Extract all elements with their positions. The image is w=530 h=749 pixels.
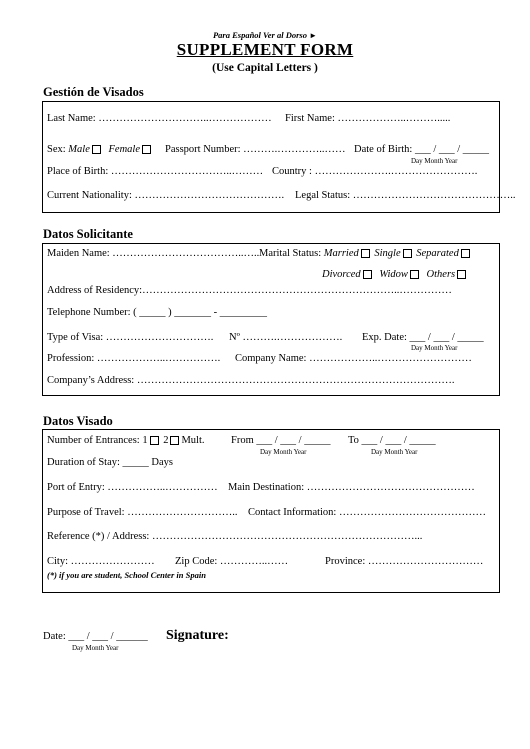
signature-label: Signature:: [166, 628, 229, 643]
divorced-label: Divorced: [322, 269, 361, 280]
type-of-visa-field[interactable]: Type of Visa: ………………………….: [47, 332, 214, 343]
male-checkbox[interactable]: [92, 145, 101, 154]
from-date-field[interactable]: From ___ / ___ / _____: [231, 435, 331, 446]
from-date-sublabels: Day Month Year: [260, 448, 307, 456]
maiden-name-field[interactable]: Maiden Name: ………………………………..…..: [47, 248, 260, 259]
dob-sublabels: Day Month Year: [411, 157, 458, 165]
widow-checkbox[interactable]: [410, 270, 419, 279]
entrances-2-label: 2: [163, 435, 169, 446]
reference-address-field[interactable]: Reference (*) / Address: …………………………………………………………………...: [47, 531, 423, 542]
passport-number-field[interactable]: Passport Number: ……….…………..……: [165, 144, 346, 155]
right-arrow-icon: ►: [309, 31, 318, 40]
visa-number-field[interactable]: Nº ……….……………….: [229, 332, 343, 343]
others-checkbox[interactable]: [457, 270, 466, 279]
section-title-solicitante: Datos Solicitante: [43, 227, 133, 241]
sex-text: Sex:: [47, 144, 66, 155]
main-destination-field[interactable]: Main Destination: …………………………………………: [228, 482, 475, 493]
married-checkbox[interactable]: [361, 249, 370, 258]
marital-status-label: Marital Status:: [259, 248, 322, 259]
student-note: (*) if you are student, School Center in Spain: [47, 570, 206, 580]
form-title: SUPPLEMENT FORM: [176, 40, 354, 59]
spanish-version-note: [0, 30, 530, 40]
duration-of-stay-field[interactable]: Duration of Stay: _____ Days: [47, 457, 173, 468]
divorced-checkbox[interactable]: [363, 270, 372, 279]
entrances-1-checkbox[interactable]: [150, 436, 159, 445]
date-field[interactable]: Date: ___ / ___ / ______: [43, 631, 148, 642]
married-label: Married: [323, 248, 359, 259]
spanish-note-text: Para Español Ver al Dorso: [212, 30, 307, 40]
marital-status-group: [259, 248, 472, 259]
city-field[interactable]: City: ……………………: [47, 556, 155, 567]
first-name-field[interactable]: First Name: ………………..……….....: [285, 113, 451, 124]
entrances-mult-label: Mult.: [181, 435, 205, 446]
marital-status-group-2: [322, 269, 468, 280]
zip-code-field[interactable]: Zip Code: …………..……: [175, 556, 289, 567]
port-of-entry-field[interactable]: Port of Entry: ……………..……………: [47, 482, 218, 493]
address-of-residency-field[interactable]: Address of Residency:………………………………………………………………..……………: [47, 285, 452, 296]
separated-label: Separated: [416, 248, 459, 259]
purpose-of-travel-field[interactable]: Purpose of Travel: …………………………..: [47, 507, 238, 518]
entrances-label: Number of Entrances: 1: [47, 435, 148, 446]
profession-field[interactable]: Profession: ………………..…………….: [47, 353, 221, 364]
single-checkbox[interactable]: [403, 249, 412, 258]
date-of-birth-field[interactable]: Date of Birth: ___ / ___ / _____: [354, 144, 490, 155]
date-sublabels: Day Month Year: [72, 644, 119, 652]
province-field[interactable]: Province: ……………………………: [325, 556, 484, 567]
widow-label: Widow: [379, 269, 408, 280]
current-nationality-field[interactable]: Current Nationality: …………………………………….: [47, 190, 285, 201]
contact-information-field[interactable]: Contact Information: ……………………………………: [248, 507, 486, 518]
country-field[interactable]: Country : ………………….…………………….: [272, 166, 478, 177]
place-of-birth-field[interactable]: Place of Birth: ……………………………..………: [47, 166, 264, 177]
company-address-field[interactable]: Company’s Address: ……………………………………………………………………………….: [47, 375, 455, 386]
form-subtitle: (Use Capital Letters ): [212, 62, 318, 74]
telephone-number-field[interactable]: Telephone Number: ( _____ ) _______ - _________: [47, 307, 268, 318]
separated-checkbox[interactable]: [461, 249, 470, 258]
female-checkbox[interactable]: [142, 145, 151, 154]
single-label: Single: [374, 248, 401, 259]
expiry-date-field[interactable]: Exp. Date: ___ / ___ / _____: [362, 332, 484, 343]
number-of-entrances-group: [47, 435, 205, 446]
section-title-visado: Datos Visado: [43, 414, 113, 428]
legal-status-field[interactable]: Legal Status: ………………………………………..: [295, 190, 516, 201]
female-label: Female: [108, 144, 140, 155]
others-label: Others: [426, 269, 456, 280]
last-name-field[interactable]: Last Name: …………………………..………………: [47, 113, 272, 124]
male-label: Male: [68, 144, 90, 155]
to-date-sublabels: Day Month Year: [371, 448, 418, 456]
to-date-field[interactable]: To ___ / ___ / _____: [348, 435, 436, 446]
sex-label: [47, 144, 153, 155]
section-solicitante-box: [42, 243, 500, 396]
company-name-field[interactable]: Company Name: ………………..………………………: [235, 353, 472, 364]
exp-date-sublabels: Day Month Year: [411, 344, 458, 352]
section-title-visados: Gestión de Visados: [43, 85, 144, 99]
entrances-2-checkbox[interactable]: [170, 436, 179, 445]
